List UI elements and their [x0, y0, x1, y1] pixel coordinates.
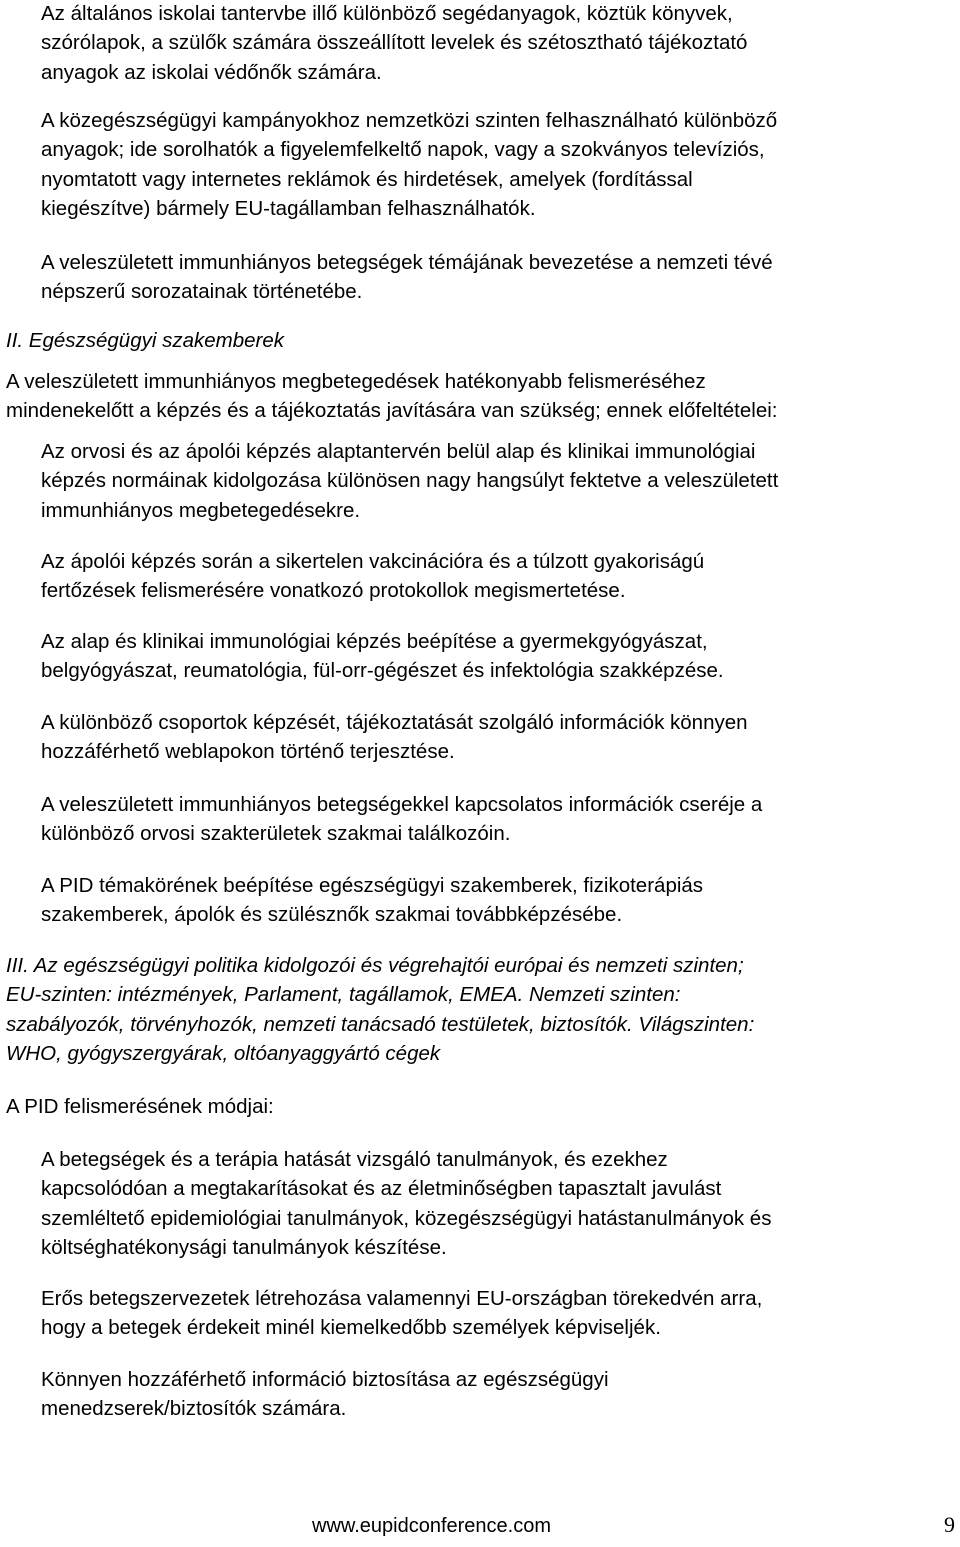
text-line: fertőzések felismerésére vonatkozó protokollok megismertetése.	[41, 579, 626, 603]
paragraph-12	[6, 1092, 274, 1121]
page-number: 9	[944, 1512, 955, 1537]
paragraph-13	[41, 1145, 771, 1263]
text-line: mindenekelőtt a képzés és a tájékoztatás javítására van szükség; ennek előfeltételei:	[6, 399, 778, 423]
text-line: szabályozók, törvényhozók, nemzeti tanácsadó testületek, biztosítók. Világszinten:	[6, 1012, 755, 1036]
text-line: A betegségek és a terápia hatását vizsgáló tanulmányok, és ezekhez	[41, 1148, 668, 1171]
text-line: Erős betegszervezetek létrehozása valamennyi EU-országban törekedvén arra,	[41, 1287, 763, 1310]
text-line: hozzáférhető weblapokon történő terjesztése.	[41, 740, 455, 764]
text-line: A veleszületett immunhiányos betegségekkel kapcsolatos információk cseréje a	[41, 793, 763, 816]
text-line: A PID felismerésének módjai:	[6, 1095, 274, 1118]
section-heading-2	[6, 326, 284, 355]
text-line: Az alap és klinikai immunológiai képzés beépítése a gyermekgyógyászat,	[41, 630, 708, 653]
text-line: anyagok; ide sorolhatók a figyelemfelkeltő napok, vagy a szokványos televíziós,	[41, 138, 765, 162]
text-line: nyomtatott vagy internetes reklámok és hirdetések, amelyek (fordítással	[41, 167, 693, 191]
text-line: különböző orvosi szakterületek szakmai találkozóin.	[41, 822, 511, 846]
text-line: A különböző csoportok képzését, tájékoztatását szolgáló információk könnyen	[41, 711, 748, 734]
text-line: A veleszületett immunhiányos betegségek témájának bevezetése a nemzeti tévé	[41, 251, 773, 274]
text-line: szórólapok, a szülők számára összeállított levelek és szétosztható tájékoztató	[41, 31, 748, 55]
footer-url[interactable]: www.eupidconference.com	[312, 1515, 552, 1537]
paragraph-8	[41, 708, 748, 767]
text-line: A közegészségügyi kampányokhoz nemzetközi szinten felhasználható különböző	[41, 109, 778, 132]
text-line: A PID témakörének beépítése egészségügyi szakemberek, fizikoterápiás	[41, 874, 704, 897]
text-line: szakemberek, ápolók és szülésznők szakmai továbbképzésébe.	[41, 903, 623, 927]
text-line: WHO, gyógyszergyárak, oltóanyaggyártó cégek	[6, 1042, 441, 1066]
text-line: hogy a betegek érdekeit minél kiemelkedőbb személyek képviseljék.	[41, 1316, 661, 1340]
paragraph-6	[41, 547, 704, 606]
text-line: képzés normáinak kidolgozása különösen nagy hangsúlyt fektetve a veleszületett	[41, 469, 779, 493]
text-line: Az általános iskolai tantervbe illő különböző segédanyagok, köztük könyvek,	[41, 2, 733, 25]
text-line: szemléltető epidemiológiai tanulmányok, közegészségügyi hatástanulmányok és	[41, 1206, 772, 1230]
paragraph-1	[41, 0, 747, 87]
paragraph-3	[41, 248, 773, 307]
text-line: Az ápolói képzés során a sikertelen vakcinációra és a túlzott gyakoriságú	[41, 550, 705, 573]
paragraph-10	[41, 871, 703, 930]
paragraph-9	[41, 790, 762, 849]
text-line: A veleszületett immunhiányos megbetegedések hatékonyabb felismeréséhez	[6, 370, 706, 393]
paragraph-2	[41, 106, 777, 224]
text-line: kiegészítve) bármely EU-tagállamban felhasználhatók.	[41, 197, 536, 221]
section-heading-3	[6, 951, 754, 1069]
text-line: EU-szinten: intézmények, Parlament, tagállamok, EMEA. Nemzeti szinten:	[6, 983, 681, 1007]
paragraph-7	[41, 627, 724, 686]
paragraph-15	[41, 1365, 609, 1424]
text-line: immunhiányos megbetegedésekre.	[41, 498, 361, 522]
text-line: Az orvosi és az ápolói képzés alaptantervén belül alap és klinikai immunológiai	[41, 440, 756, 463]
paragraph-4	[6, 367, 777, 426]
text-line: költséghatékonysági tanulmányok készítése.	[41, 1236, 447, 1260]
paragraph-14	[41, 1284, 762, 1343]
text-line: népszerű sorozatainak történetébe.	[41, 280, 363, 304]
text-line: belgyógyászat, reumatológia, fül-orr-gégészet és infektológia szakképzése.	[41, 659, 724, 683]
text-line: menedzserek/biztosítók számára.	[41, 1397, 347, 1421]
paragraph-5	[41, 437, 778, 525]
text-line: II. Egészségügyi szakemberek	[6, 329, 285, 352]
text-line: Könnyen hozzáférhető információ biztosítása az egészségügyi	[41, 1368, 609, 1391]
text-line: anyagok az iskolai védőnők számára.	[41, 60, 382, 84]
text-line: kapcsolódóan a megtakarításokat és az életminőségben tapasztalt javulást	[41, 1177, 722, 1201]
text-line: III. Az egészségügyi politika kidolgozói és végrehajtói európai és nemzeti szinten;	[6, 954, 744, 977]
